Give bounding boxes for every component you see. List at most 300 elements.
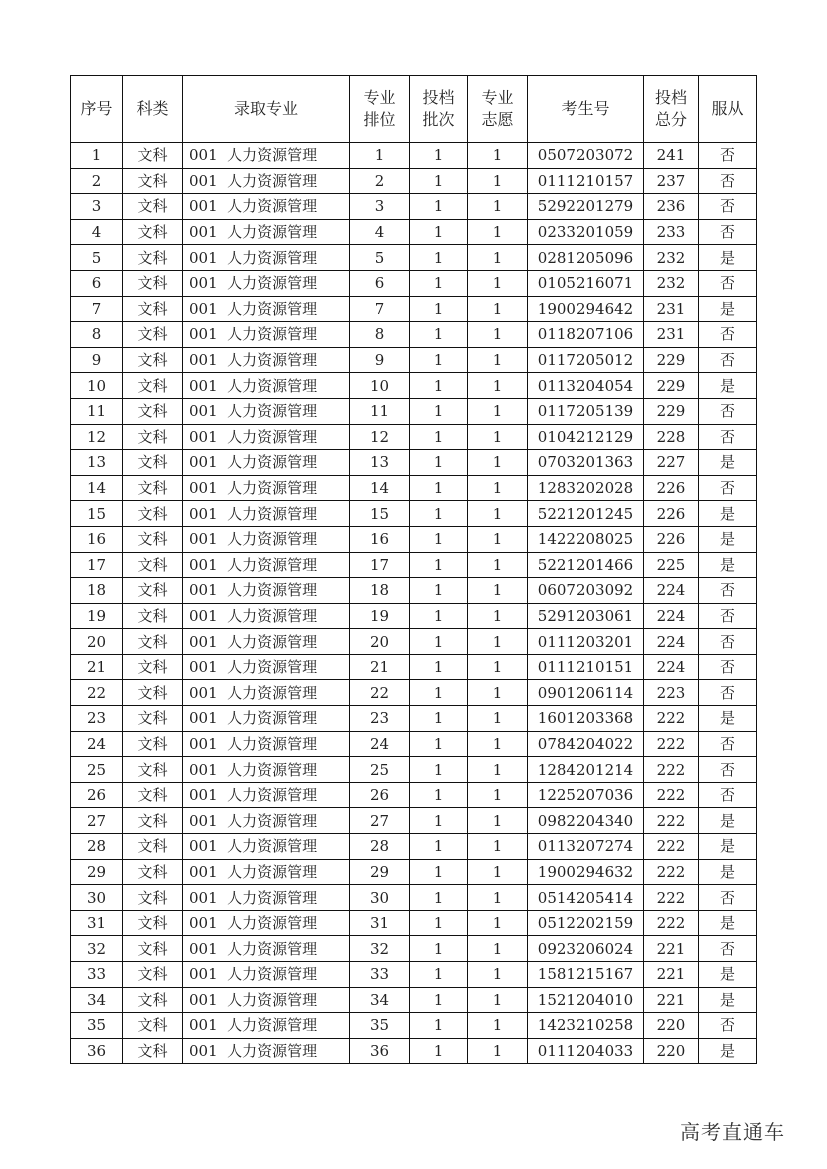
cell-major: 001 人力资源管理 <box>183 194 350 220</box>
cell-preference: 1 <box>468 936 528 962</box>
cell-preference: 1 <box>468 552 528 578</box>
cell-category: 文科 <box>123 168 183 194</box>
cell-score: 227 <box>644 450 699 476</box>
admission-table <box>70 75 757 1064</box>
cell-batch: 1 <box>410 1038 468 1064</box>
cell-preference: 1 <box>468 1013 528 1039</box>
cell-batch: 1 <box>410 603 468 629</box>
cell-obey-adjustment: 否 <box>699 270 757 296</box>
table-row <box>71 322 757 348</box>
header-category: 科类 <box>123 76 183 143</box>
cell-major: 001 人力资源管理 <box>183 424 350 450</box>
cell-batch: 1 <box>410 757 468 783</box>
cell-category: 文科 <box>123 501 183 527</box>
cell-score: 221 <box>644 987 699 1013</box>
cell-candidate-id: 0982204340 <box>528 808 644 834</box>
cell-seq: 17 <box>71 552 123 578</box>
cell-candidate-id: 0512202159 <box>528 910 644 936</box>
cell-score: 222 <box>644 834 699 860</box>
cell-category: 文科 <box>123 270 183 296</box>
cell-major-rank: 7 <box>350 296 410 322</box>
cell-batch: 1 <box>410 834 468 860</box>
cell-batch: 1 <box>410 782 468 808</box>
cell-major: 001 人力资源管理 <box>183 526 350 552</box>
cell-candidate-id: 0111210151 <box>528 654 644 680</box>
table-row <box>71 219 757 245</box>
cell-candidate-id: 0118207106 <box>528 322 644 348</box>
cell-major-rank: 19 <box>350 603 410 629</box>
cell-preference: 1 <box>468 347 528 373</box>
cell-major-rank: 5 <box>350 245 410 271</box>
cell-obey-adjustment: 是 <box>699 706 757 732</box>
cell-major: 001 人力资源管理 <box>183 680 350 706</box>
table-row <box>71 680 757 706</box>
cell-seq: 20 <box>71 629 123 655</box>
cell-major: 001 人力资源管理 <box>183 245 350 271</box>
cell-major: 001 人力资源管理 <box>183 885 350 911</box>
cell-major-rank: 18 <box>350 578 410 604</box>
cell-category: 文科 <box>123 885 183 911</box>
cell-score: 222 <box>644 782 699 808</box>
table-row <box>71 962 757 988</box>
cell-batch: 1 <box>410 526 468 552</box>
cell-obey-adjustment: 否 <box>699 1013 757 1039</box>
cell-preference: 1 <box>468 654 528 680</box>
cell-preference: 1 <box>468 962 528 988</box>
table-row <box>71 245 757 271</box>
cell-major: 001 人力资源管理 <box>183 450 350 476</box>
table-row <box>71 654 757 680</box>
header-batch: 投档 批次 <box>410 76 468 143</box>
cell-major: 001 人力资源管理 <box>183 398 350 424</box>
cell-preference: 1 <box>468 731 528 757</box>
cell-obey-adjustment: 否 <box>699 654 757 680</box>
cell-seq: 36 <box>71 1038 123 1064</box>
cell-obey-adjustment: 否 <box>699 194 757 220</box>
cell-seq: 29 <box>71 859 123 885</box>
header-preference: 专业 志愿 <box>468 76 528 143</box>
table-row <box>71 143 757 169</box>
cell-preference: 1 <box>468 706 528 732</box>
cell-candidate-id: 1581215167 <box>528 962 644 988</box>
cell-obey-adjustment: 是 <box>699 859 757 885</box>
cell-seq: 30 <box>71 885 123 911</box>
cell-candidate-id: 1423210258 <box>528 1013 644 1039</box>
cell-candidate-id: 0703201363 <box>528 450 644 476</box>
table-row <box>71 526 757 552</box>
cell-candidate-id: 0117205139 <box>528 398 644 424</box>
cell-obey-adjustment: 是 <box>699 987 757 1013</box>
cell-batch: 1 <box>410 398 468 424</box>
header-seq: 序号 <box>71 76 123 143</box>
table-row <box>71 424 757 450</box>
cell-major-rank: 9 <box>350 347 410 373</box>
cell-category: 文科 <box>123 654 183 680</box>
cell-seq: 6 <box>71 270 123 296</box>
cell-batch: 1 <box>410 885 468 911</box>
cell-category: 文科 <box>123 424 183 450</box>
table-row <box>71 936 757 962</box>
cell-major: 001 人力资源管理 <box>183 347 350 373</box>
cell-obey-adjustment: 是 <box>699 962 757 988</box>
cell-obey-adjustment: 否 <box>699 168 757 194</box>
cell-preference: 1 <box>468 808 528 834</box>
cell-score: 237 <box>644 168 699 194</box>
cell-seq: 22 <box>71 680 123 706</box>
table-row <box>71 373 757 399</box>
cell-seq: 33 <box>71 962 123 988</box>
cell-preference: 1 <box>468 782 528 808</box>
cell-major: 001 人力资源管理 <box>183 706 350 732</box>
cell-category: 文科 <box>123 578 183 604</box>
cell-preference: 1 <box>468 245 528 271</box>
cell-candidate-id: 1422208025 <box>528 526 644 552</box>
cell-score: 221 <box>644 936 699 962</box>
cell-seq: 23 <box>71 706 123 732</box>
cell-seq: 27 <box>71 808 123 834</box>
cell-major-rank: 14 <box>350 475 410 501</box>
cell-seq: 19 <box>71 603 123 629</box>
cell-score: 232 <box>644 270 699 296</box>
cell-obey-adjustment: 否 <box>699 603 757 629</box>
cell-preference: 1 <box>468 526 528 552</box>
cell-score: 220 <box>644 1038 699 1064</box>
cell-category: 文科 <box>123 552 183 578</box>
cell-candidate-id: 1284201214 <box>528 757 644 783</box>
cell-major-rank: 13 <box>350 450 410 476</box>
cell-obey-adjustment: 否 <box>699 629 757 655</box>
cell-major: 001 人力资源管理 <box>183 501 350 527</box>
cell-candidate-id: 0111203201 <box>528 629 644 655</box>
header-major: 录取专业 <box>183 76 350 143</box>
cell-seq: 25 <box>71 757 123 783</box>
cell-major: 001 人力资源管理 <box>183 270 350 296</box>
cell-batch: 1 <box>410 910 468 936</box>
cell-batch: 1 <box>410 501 468 527</box>
table-row <box>71 859 757 885</box>
cell-preference: 1 <box>468 168 528 194</box>
cell-seq: 5 <box>71 245 123 271</box>
cell-preference: 1 <box>468 475 528 501</box>
cell-major-rank: 2 <box>350 168 410 194</box>
cell-preference: 1 <box>468 219 528 245</box>
cell-major: 001 人力资源管理 <box>183 962 350 988</box>
cell-major: 001 人力资源管理 <box>183 910 350 936</box>
cell-obey-adjustment: 否 <box>699 347 757 373</box>
cell-major-rank: 26 <box>350 782 410 808</box>
cell-candidate-id: 5221201245 <box>528 501 644 527</box>
cell-candidate-id: 5221201466 <box>528 552 644 578</box>
cell-batch: 1 <box>410 194 468 220</box>
cell-major-rank: 12 <box>350 424 410 450</box>
cell-major-rank: 11 <box>350 398 410 424</box>
cell-score: 222 <box>644 808 699 834</box>
cell-seq: 15 <box>71 501 123 527</box>
cell-major: 001 人力资源管理 <box>183 731 350 757</box>
header-obey-adjustment: 服从 <box>699 76 757 143</box>
cell-category: 文科 <box>123 1013 183 1039</box>
cell-score: 222 <box>644 885 699 911</box>
cell-score: 224 <box>644 578 699 604</box>
table-row <box>71 398 757 424</box>
cell-major-rank: 28 <box>350 834 410 860</box>
cell-category: 文科 <box>123 834 183 860</box>
table-row <box>71 731 757 757</box>
cell-seq: 13 <box>71 450 123 476</box>
cell-major-rank: 15 <box>350 501 410 527</box>
cell-major-rank: 32 <box>350 936 410 962</box>
cell-obey-adjustment: 否 <box>699 424 757 450</box>
cell-score: 228 <box>644 424 699 450</box>
cell-category: 文科 <box>123 731 183 757</box>
cell-major: 001 人力资源管理 <box>183 782 350 808</box>
cell-obey-adjustment: 否 <box>699 757 757 783</box>
cell-candidate-id: 1900294632 <box>528 859 644 885</box>
cell-candidate-id: 1225207036 <box>528 782 644 808</box>
cell-major-rank: 27 <box>350 808 410 834</box>
cell-preference: 1 <box>468 1038 528 1064</box>
cell-seq: 31 <box>71 910 123 936</box>
cell-category: 文科 <box>123 322 183 348</box>
cell-seq: 10 <box>71 373 123 399</box>
cell-preference: 1 <box>468 296 528 322</box>
cell-candidate-id: 1900294642 <box>528 296 644 322</box>
table-row <box>71 987 757 1013</box>
cell-score: 231 <box>644 322 699 348</box>
cell-batch: 1 <box>410 219 468 245</box>
cell-score: 222 <box>644 706 699 732</box>
cell-obey-adjustment: 是 <box>699 808 757 834</box>
cell-obey-adjustment: 是 <box>699 526 757 552</box>
cell-preference: 1 <box>468 859 528 885</box>
cell-score: 236 <box>644 194 699 220</box>
cell-category: 文科 <box>123 450 183 476</box>
cell-preference: 1 <box>468 578 528 604</box>
watermark: 高考直通车 <box>680 1120 785 1144</box>
cell-obey-adjustment: 否 <box>699 885 757 911</box>
cell-major-rank: 3 <box>350 194 410 220</box>
cell-candidate-id: 0113207274 <box>528 834 644 860</box>
cell-score: 226 <box>644 501 699 527</box>
cell-category: 文科 <box>123 859 183 885</box>
cell-obey-adjustment: 否 <box>699 782 757 808</box>
cell-category: 文科 <box>123 782 183 808</box>
cell-score: 229 <box>644 347 699 373</box>
table-row <box>71 1038 757 1064</box>
cell-seq: 18 <box>71 578 123 604</box>
cell-major-rank: 33 <box>350 962 410 988</box>
cell-category: 文科 <box>123 962 183 988</box>
cell-score: 221 <box>644 962 699 988</box>
table-row <box>71 885 757 911</box>
cell-major-rank: 6 <box>350 270 410 296</box>
cell-obey-adjustment: 是 <box>699 296 757 322</box>
cell-score: 222 <box>644 910 699 936</box>
cell-major: 001 人力资源管理 <box>183 168 350 194</box>
cell-seq: 16 <box>71 526 123 552</box>
header-row <box>71 76 757 143</box>
cell-candidate-id: 0514205414 <box>528 885 644 911</box>
cell-batch: 1 <box>410 424 468 450</box>
cell-obey-adjustment: 否 <box>699 398 757 424</box>
cell-seq: 34 <box>71 987 123 1013</box>
cell-preference: 1 <box>468 987 528 1013</box>
cell-major: 001 人力资源管理 <box>183 373 350 399</box>
table-row <box>71 450 757 476</box>
cell-category: 文科 <box>123 629 183 655</box>
cell-major: 001 人力资源管理 <box>183 219 350 245</box>
header-score: 投档 总分 <box>644 76 699 143</box>
table-row <box>71 706 757 732</box>
table-row <box>71 603 757 629</box>
cell-obey-adjustment: 是 <box>699 501 757 527</box>
cell-category: 文科 <box>123 373 183 399</box>
cell-preference: 1 <box>468 910 528 936</box>
cell-candidate-id: 0901206114 <box>528 680 644 706</box>
cell-score: 226 <box>644 475 699 501</box>
cell-seq: 14 <box>71 475 123 501</box>
table-row <box>71 270 757 296</box>
cell-batch: 1 <box>410 706 468 732</box>
cell-batch: 1 <box>410 475 468 501</box>
cell-category: 文科 <box>123 706 183 732</box>
cell-obey-adjustment: 是 <box>699 373 757 399</box>
cell-category: 文科 <box>123 910 183 936</box>
table-body <box>71 143 757 1064</box>
cell-score: 224 <box>644 629 699 655</box>
cell-obey-adjustment: 否 <box>699 578 757 604</box>
cell-category: 文科 <box>123 475 183 501</box>
cell-seq: 4 <box>71 219 123 245</box>
header-candidate-id: 考生号 <box>528 76 644 143</box>
table-row <box>71 757 757 783</box>
cell-score: 241 <box>644 143 699 169</box>
cell-major: 001 人力资源管理 <box>183 987 350 1013</box>
cell-preference: 1 <box>468 834 528 860</box>
cell-obey-adjustment: 是 <box>699 834 757 860</box>
cell-candidate-id: 0104212129 <box>528 424 644 450</box>
cell-major-rank: 35 <box>350 1013 410 1039</box>
cell-candidate-id: 0111204033 <box>528 1038 644 1064</box>
cell-seq: 2 <box>71 168 123 194</box>
cell-preference: 1 <box>468 501 528 527</box>
table-row <box>71 834 757 860</box>
cell-seq: 32 <box>71 936 123 962</box>
table-row <box>71 808 757 834</box>
cell-category: 文科 <box>123 936 183 962</box>
cell-obey-adjustment: 是 <box>699 1038 757 1064</box>
cell-category: 文科 <box>123 347 183 373</box>
cell-major: 001 人力资源管理 <box>183 1013 350 1039</box>
cell-major-rank: 29 <box>350 859 410 885</box>
cell-score: 224 <box>644 654 699 680</box>
cell-preference: 1 <box>468 398 528 424</box>
cell-score: 229 <box>644 398 699 424</box>
table-row <box>71 296 757 322</box>
cell-seq: 3 <box>71 194 123 220</box>
header-major-rank: 专业 排位 <box>350 76 410 143</box>
cell-seq: 7 <box>71 296 123 322</box>
cell-category: 文科 <box>123 398 183 424</box>
cell-category: 文科 <box>123 987 183 1013</box>
cell-preference: 1 <box>468 270 528 296</box>
cell-major: 001 人力资源管理 <box>183 629 350 655</box>
table-row <box>71 168 757 194</box>
cell-score: 222 <box>644 757 699 783</box>
cell-score: 233 <box>644 219 699 245</box>
cell-obey-adjustment: 否 <box>699 475 757 501</box>
table-row <box>71 578 757 604</box>
cell-seq: 12 <box>71 424 123 450</box>
cell-category: 文科 <box>123 526 183 552</box>
cell-score: 223 <box>644 680 699 706</box>
cell-preference: 1 <box>468 143 528 169</box>
cell-score: 220 <box>644 1013 699 1039</box>
cell-seq: 1 <box>71 143 123 169</box>
cell-major-rank: 20 <box>350 629 410 655</box>
cell-batch: 1 <box>410 552 468 578</box>
cell-batch: 1 <box>410 987 468 1013</box>
cell-candidate-id: 0105216071 <box>528 270 644 296</box>
cell-major-rank: 4 <box>350 219 410 245</box>
cell-preference: 1 <box>468 194 528 220</box>
cell-major: 001 人力资源管理 <box>183 859 350 885</box>
cell-obey-adjustment: 否 <box>699 936 757 962</box>
cell-candidate-id: 1521204010 <box>528 987 644 1013</box>
cell-batch: 1 <box>410 373 468 399</box>
cell-major: 001 人力资源管理 <box>183 552 350 578</box>
cell-major: 001 人力资源管理 <box>183 757 350 783</box>
cell-preference: 1 <box>468 603 528 629</box>
cell-batch: 1 <box>410 578 468 604</box>
cell-batch: 1 <box>410 296 468 322</box>
cell-batch: 1 <box>410 322 468 348</box>
cell-seq: 11 <box>71 398 123 424</box>
cell-candidate-id: 0607203092 <box>528 578 644 604</box>
cell-major-rank: 34 <box>350 987 410 1013</box>
cell-batch: 1 <box>410 680 468 706</box>
cell-major-rank: 23 <box>350 706 410 732</box>
cell-major: 001 人力资源管理 <box>183 1038 350 1064</box>
cell-obey-adjustment: 否 <box>699 680 757 706</box>
cell-preference: 1 <box>468 450 528 476</box>
cell-batch: 1 <box>410 936 468 962</box>
table-row <box>71 552 757 578</box>
cell-obey-adjustment: 否 <box>699 322 757 348</box>
cell-major: 001 人力资源管理 <box>183 296 350 322</box>
cell-seq: 35 <box>71 1013 123 1039</box>
cell-preference: 1 <box>468 885 528 911</box>
cell-major-rank: 21 <box>350 654 410 680</box>
cell-candidate-id: 5292201279 <box>528 194 644 220</box>
table-row <box>71 194 757 220</box>
cell-candidate-id: 0117205012 <box>528 347 644 373</box>
table-row <box>71 501 757 527</box>
cell-candidate-id: 0111210157 <box>528 168 644 194</box>
table-row <box>71 910 757 936</box>
cell-score: 232 <box>644 245 699 271</box>
table-row <box>71 347 757 373</box>
cell-batch: 1 <box>410 450 468 476</box>
cell-preference: 1 <box>468 680 528 706</box>
cell-candidate-id: 1283202028 <box>528 475 644 501</box>
cell-category: 文科 <box>123 757 183 783</box>
cell-candidate-id: 0281205096 <box>528 245 644 271</box>
cell-major-rank: 31 <box>350 910 410 936</box>
cell-batch: 1 <box>410 168 468 194</box>
table-row <box>71 475 757 501</box>
cell-score: 222 <box>644 859 699 885</box>
